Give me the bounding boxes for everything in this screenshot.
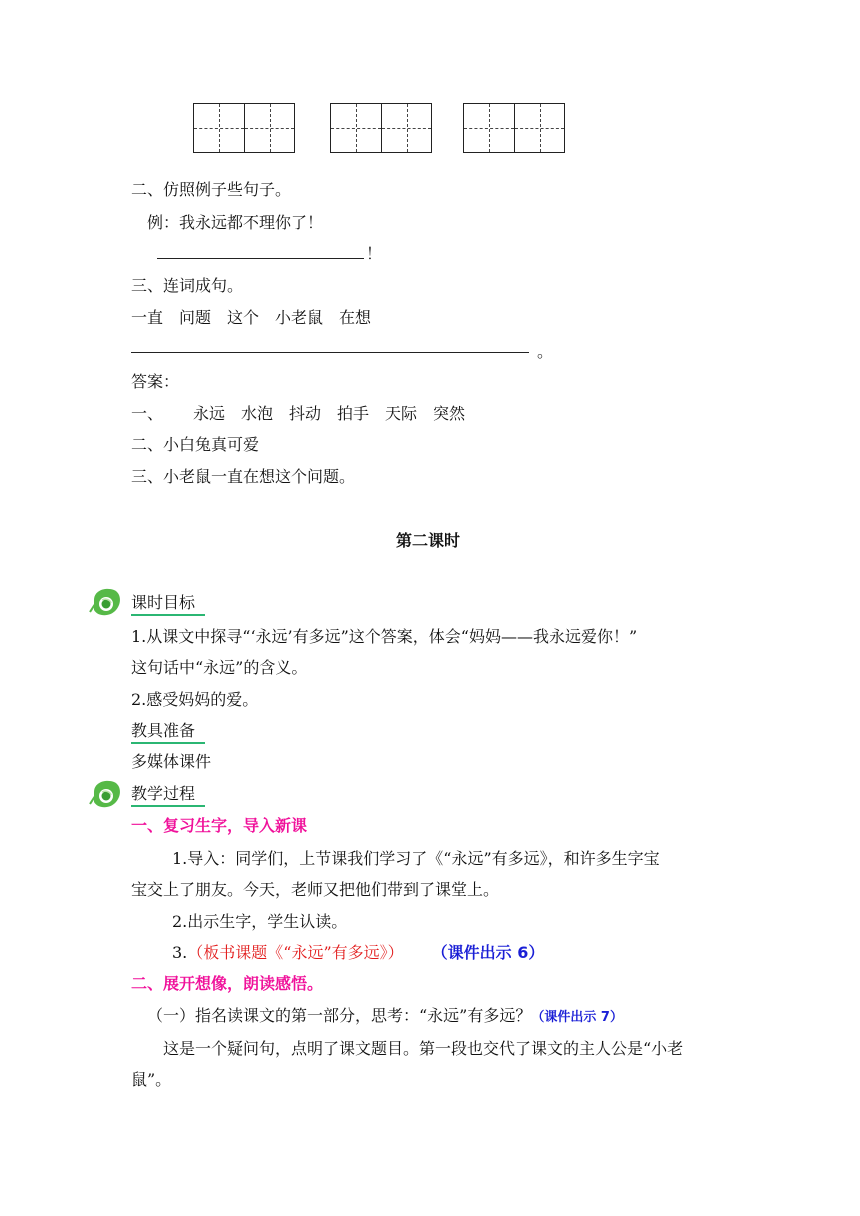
- step-2-paragraph-line-2: 鼠”。: [131, 1070, 172, 1089]
- leaf-icon: [88, 586, 124, 618]
- answer-1-words: 永远 水泡 抖动 拍手 天际 突然: [193, 404, 466, 423]
- goal-1-line-1: 1.从课文中探寻“‘永远’有多远”这个答案，体会“妈妈——我永远爱你！”: [131, 627, 638, 646]
- step-2-question-1-text: （一）指名读课文的第一部分，思考：“永远”有多远？: [147, 1006, 532, 1025]
- exercise-3-words: 一直 问题 这个 小老鼠 在想: [131, 308, 372, 327]
- grid-cell: [464, 104, 514, 152]
- step-1-paragraph-2: 2.出示生字，学生认读。: [172, 912, 348, 931]
- answers-label: 答案：: [131, 372, 180, 391]
- process-heading: 教学过程: [131, 781, 205, 807]
- goals-heading: 课时目标: [131, 590, 205, 616]
- grid-cell: [381, 104, 431, 152]
- exercise-3-title: 三、连词成句。: [131, 276, 244, 295]
- answer-1-prefix: 一、: [131, 404, 164, 423]
- courseware-note-7: （课件出示 7）: [531, 1010, 623, 1025]
- step-2-heading: 二、展开想像，朗读感悟。: [131, 974, 324, 993]
- goal-2: 2.感受妈妈的爱。: [131, 690, 259, 709]
- answer-3: 三、小老鼠一直在想这个问题。: [131, 467, 356, 486]
- grid-cell: [331, 104, 381, 152]
- answer-2: 二、小白兔真可爱: [131, 435, 260, 454]
- step-2-question-1: [147, 1003, 623, 1026]
- step-2-paragraph-line-1: 这是一个疑问句，点明了课文题目。第一段也交代了课文的主人公是“小老: [163, 1039, 684, 1058]
- writing-grid-1: [193, 103, 295, 153]
- step-1-paragraph-3: [172, 940, 544, 963]
- exercise-2-title: 二、仿照例子些句子。: [131, 180, 292, 199]
- step-1-paragraph-3-number: 3.: [172, 943, 188, 962]
- writing-grid-2: [330, 103, 432, 153]
- exercise-2-example: 例：我永远都不理你了！: [147, 213, 324, 232]
- courseware-note-6: （课件出示 6）: [431, 943, 545, 962]
- leaf-icon: [88, 778, 124, 810]
- board-title-note: （板书课题《“永远”有多远》）: [187, 943, 404, 962]
- step-1-paragraph-1-line-2: 宝交上了朋友。今天，老师又把他们带到了课堂上。: [131, 880, 500, 899]
- answer-blank-1: [157, 258, 364, 259]
- prep-heading: 教具准备: [131, 718, 205, 744]
- step-1-paragraph-1-line-1: 1.导入：同学们，上节课我们学习了《“永远”有多远》，和许多生字宝: [172, 849, 660, 868]
- goal-1-line-2: 这句话中“永远”的含义。: [131, 658, 308, 677]
- step-1-heading: 一、复习生字，导入新课: [131, 816, 308, 835]
- writing-grid-3: [463, 103, 565, 153]
- lesson-title: 第二课时: [396, 531, 461, 550]
- grid-cell: [514, 104, 564, 152]
- grid-cell: [244, 104, 294, 152]
- prep-content: 多媒体课件: [131, 752, 212, 771]
- exercise-3-end-mark: 。: [537, 342, 554, 361]
- grid-cell: [194, 104, 244, 152]
- exercise-2-end-mark: ！: [366, 244, 383, 263]
- answer-blank-2: [131, 352, 529, 353]
